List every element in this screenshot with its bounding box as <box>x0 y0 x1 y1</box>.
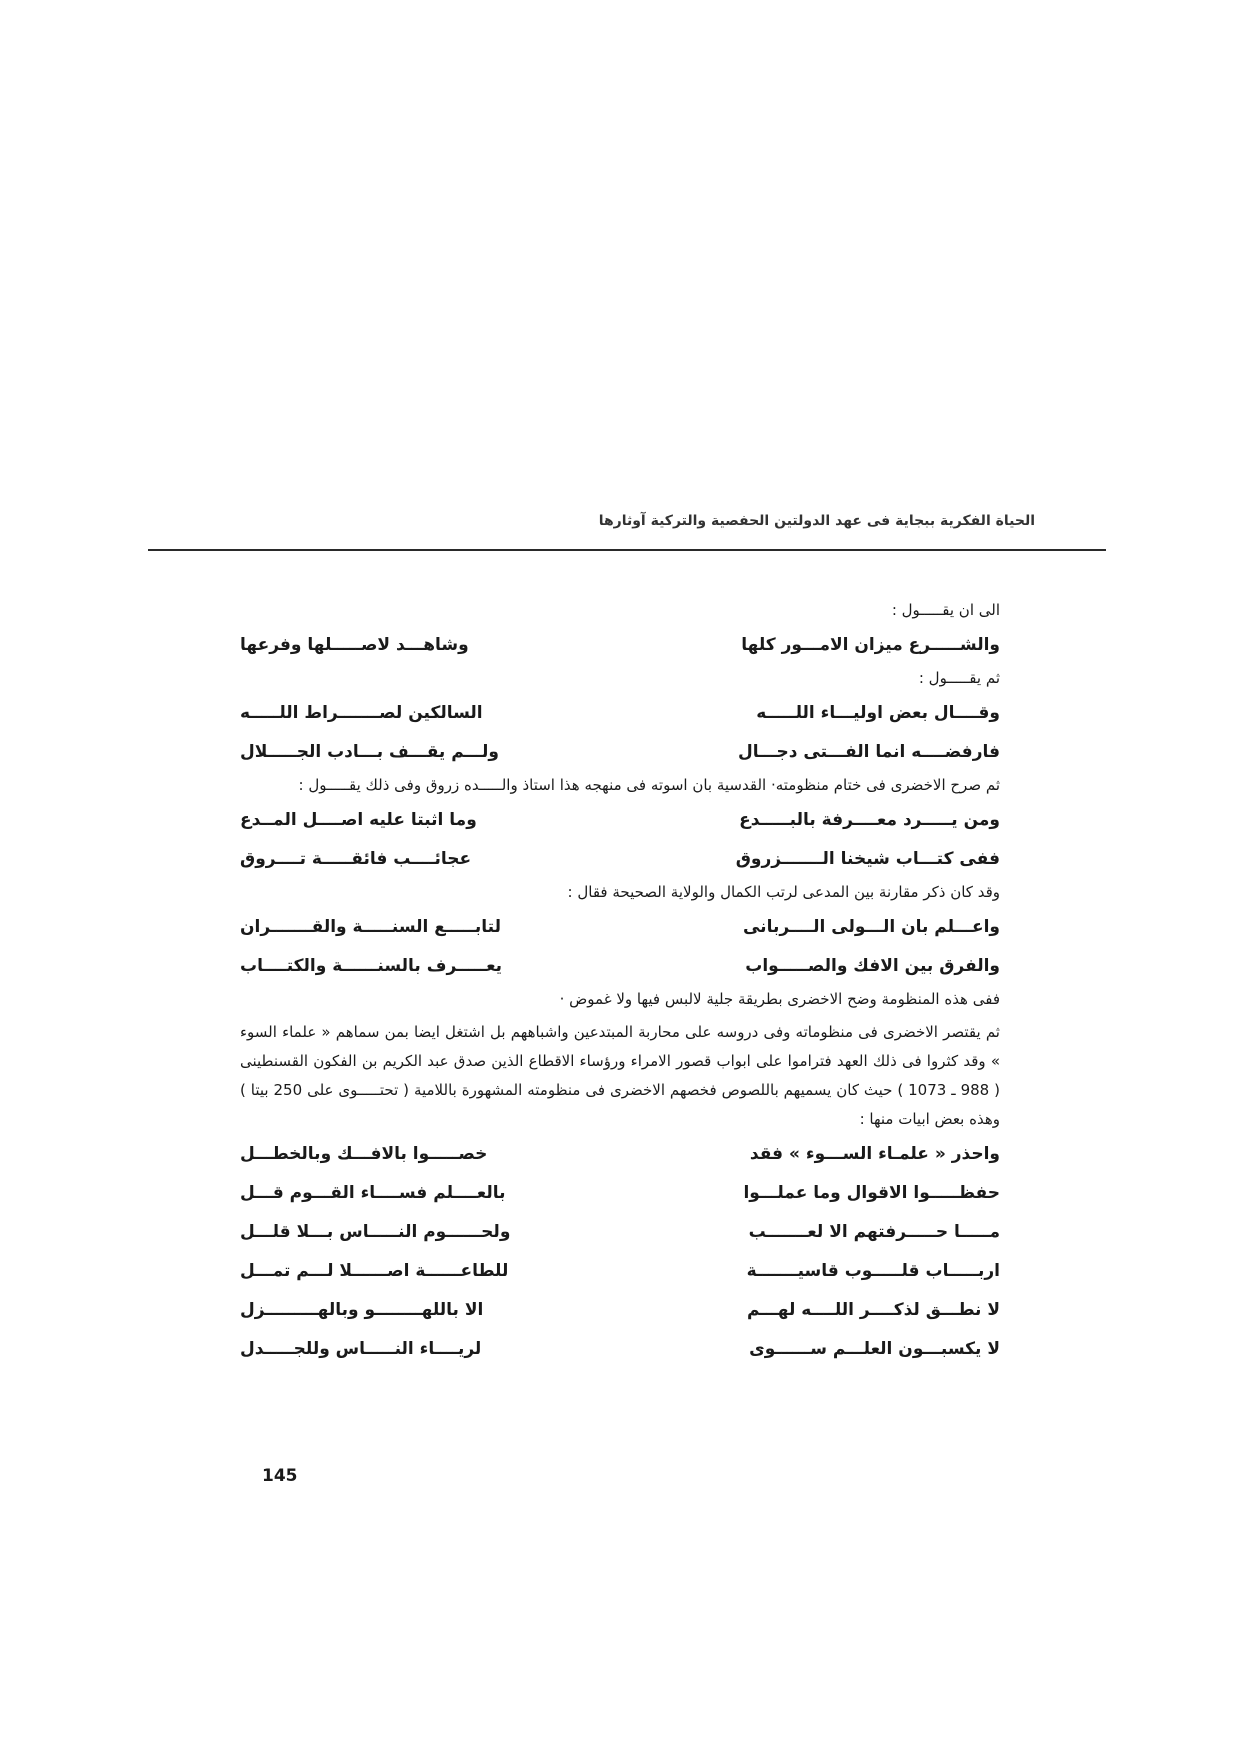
first-hemistich: حفظـــــوا الاقوال وما عملـــوا <box>743 1182 1000 1203</box>
second-hemistich: بالعــــلم فســــاء القـــوم قـــل <box>240 1182 506 1203</box>
verse-line <box>240 1251 1000 1290</box>
second-hemistich: خصـــــوا بالافـــك وبالخطـــل <box>240 1143 488 1164</box>
verse-line <box>240 1212 1000 1251</box>
first-hemistich: واعـــلم بان الـــولى الــــربانى <box>742 916 1000 937</box>
verse-block-c <box>240 800 1000 878</box>
verse-line <box>240 1134 1000 1173</box>
second-hemistich: يعـــــرف بالسنــــــة والكتــــاب <box>240 955 503 976</box>
first-hemistich: ومن يـــــرد معــــرفة بالبـــــدع <box>739 809 1000 830</box>
first-hemistich: والشـــــرع ميزان الامـــور كلها <box>741 634 1000 655</box>
verse-block-e <box>240 1134 1000 1368</box>
first-hemistich: مـــــا حـــــرفتهم الا لعـــــــب <box>748 1221 1000 1242</box>
verse-line <box>240 1173 1000 1212</box>
second-hemistich: لتابـــــع السنـــــة والقـــــــران <box>240 916 502 937</box>
second-hemistich: وشاهـــد لاصـــــلها وفرعها <box>240 634 469 655</box>
paragraph-4: ثم يقتصر الاخضرى فى منظوماته وفى دروسه على محاربة المبتدعين واشباههم بل اشتغل ايضا بمن سماهم « علماء السوء » وقد كثروا فى ذلك العهد فتراموا على ابواب قصور الامراء ورؤساء الاقطاع الذين صدق عبد الكريم بن الفكون القسنطينى ( 988 ـ 1073 ) حيث كان يسميهم باللصوص فخصهم الاخضرى فى منظومته المشهورة باللامية ( تحتـــــوى على 250 بيتا ) وهذه بعض ابيات منها : <box>240 1023 1000 1128</box>
first-hemistich: ففى كتـــاب شيخنا الـــــــزروق <box>735 848 1000 869</box>
paragraph-3: ففى هذه المنظومة وضح الاخضرى بطريقة جلية لالبس فيها ولا غموض · <box>559 990 1000 1008</box>
verse-line <box>240 732 1000 771</box>
first-hemistich: واحذر « علمـاء الســـوء » فقد <box>749 1143 1000 1164</box>
paragraph-1: ثم صرح الاخضرى فى ختام منظومته· القدسية بان اسوته فى منهجه هذا استاذ والـــــده زروق وفى ذلك يقـــــول : <box>298 776 1000 794</box>
first-hemistich: لا يكسبـــون العلـــم ســــــوى <box>749 1338 1000 1359</box>
verse-line <box>240 1290 1000 1329</box>
verse-line <box>240 839 1000 878</box>
verse-line <box>240 800 1000 839</box>
page-body <box>240 596 1000 1368</box>
verse-line <box>240 907 1000 946</box>
running-head: الحياة الفكرية ببجاية فى عهد الدولتين الحفصية والتركية آوثارها <box>598 513 1035 529</box>
first-hemistich: وقــــال بعض اوليـــاء اللـــــه <box>756 702 1000 723</box>
first-hemistich: والفرق بين الافك والصـــــواب <box>745 955 1000 976</box>
paragraph-2: وقد كان ذكر مقارنة بين المدعى لرتب الكمال والولاية الصحيحة فقال : <box>567 883 1000 901</box>
verse-line <box>240 693 1000 732</box>
verse-line <box>240 946 1000 985</box>
second-hemistich: عجائــــب فائقـــــة تــــروق <box>240 848 472 869</box>
intro-line-1: الى ان يقـــــول : <box>891 601 1000 619</box>
first-hemistich: اربـــــاب قلـــــوب قاسيـــــــة <box>746 1260 1000 1281</box>
second-hemistich: الا باللهــــــــو وبالهـــــــــزل <box>240 1299 484 1320</box>
intro-line-2: ثم يقـــــول : <box>918 669 1000 687</box>
verse-line <box>240 1329 1000 1368</box>
verse-block-b <box>240 693 1000 771</box>
second-hemistich: وما اثبتا عليه اصــــل المــدع <box>240 809 477 830</box>
verse-block-d <box>240 907 1000 985</box>
verse-block-a <box>240 625 1000 664</box>
second-hemistich: ولحــــــوم النـــــاس بـــلا قلـــل <box>240 1221 511 1242</box>
second-hemistich: السالكين لصـــــــراط اللـــــه <box>240 702 483 723</box>
first-hemistich: لا نطـــق لذكــــر اللــــه لهـــم <box>746 1299 1000 1320</box>
header-rule <box>148 549 1106 551</box>
first-hemistich: فارفضــــه انما الفـــتى دجـــال <box>737 741 1000 762</box>
page-number: 145 <box>262 1466 298 1486</box>
second-hemistich: لريــــاء النـــــاس وللجـــــدل <box>240 1338 482 1359</box>
second-hemistich: ولـــم يقـــف بـــادب الجـــــلال <box>240 741 499 762</box>
verse-line <box>240 625 1000 664</box>
second-hemistich: للطاعــــــة اصــــــلا لـــم تمـــل <box>240 1260 509 1281</box>
